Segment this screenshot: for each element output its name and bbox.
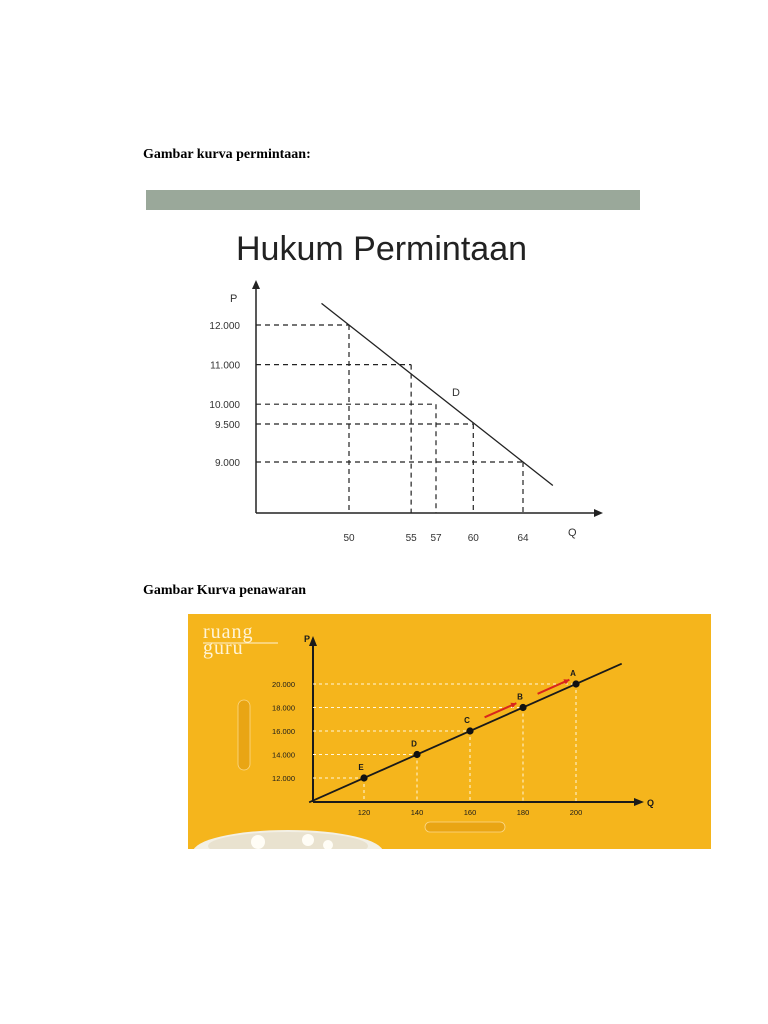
supply-x-tick-label: 180	[516, 808, 530, 817]
supply-x-axis-label: Q	[647, 798, 655, 808]
demand-y-axis-label: P	[230, 293, 238, 305]
supply-point-label: A	[570, 669, 576, 678]
demand-caption: Gambar kurva permintaan:	[143, 147, 311, 162]
demand-x-tick-label: 64	[517, 533, 529, 544]
demand-x-axis-arrow	[594, 509, 603, 517]
supply-y-tick-label: 12.000	[272, 774, 295, 783]
demand-y-tick-label: 9.500	[214, 420, 240, 431]
supply-x-tick-label: 120	[357, 808, 371, 817]
svg-text:ruang: ruang	[203, 621, 254, 643]
x-axis-caption-pill	[425, 822, 505, 832]
demand-y-tick-label: 10.000	[209, 400, 240, 412]
supply-caption: Gambar Kurva penawaran	[143, 583, 307, 598]
demand-y-axis-arrow	[252, 280, 260, 289]
demand-y-tick-label: 11.000	[210, 360, 240, 372]
demand-curve-label: D	[452, 387, 460, 400]
supply-point	[413, 751, 420, 758]
supply-point	[572, 680, 579, 687]
supply-point-label: B	[517, 692, 523, 702]
supply-y-tick-label: 14.000	[272, 750, 295, 760]
demand-x-tick-label: 57	[430, 533, 442, 544]
supply-point-label: C	[464, 716, 470, 725]
supply-chart	[188, 614, 711, 849]
svg-text:guru: guru	[203, 637, 244, 659]
supply-x-axis-arrow	[634, 798, 644, 806]
supply-point	[360, 774, 367, 781]
demand-curve	[322, 303, 553, 485]
demand-x-tick-label: 55	[405, 533, 417, 544]
supply-figure	[188, 614, 711, 849]
demand-figure	[146, 190, 640, 560]
ruangguru-logo	[203, 621, 278, 659]
demand-y-tick-label: 9.000	[214, 458, 240, 469]
supply-x-tick-label: 140	[410, 808, 424, 817]
supply-x-tick-label: 160	[463, 808, 477, 817]
demand-chart	[146, 190, 640, 560]
demand-chart-title: Hukum Permintaan	[236, 230, 528, 268]
supply-point-label: D	[411, 739, 417, 749]
supply-y-tick-label: 20.000	[272, 680, 295, 689]
supply-y-tick-label: 18.000	[272, 703, 295, 713]
demand-x-tick-label: 60	[467, 533, 479, 544]
y-axis-caption-pill	[238, 700, 250, 770]
supply-x-tick-label: 200	[569, 808, 583, 817]
supply-y-tick-label: 16.000	[272, 727, 295, 736]
supply-y-axis-label: P	[303, 634, 310, 644]
supply-point	[466, 727, 473, 734]
supply-y-axis-arrow	[309, 636, 317, 646]
demand-x-axis-label: Q	[568, 527, 577, 539]
demand-y-tick-label: 12.000	[209, 321, 240, 332]
supply-point	[519, 704, 526, 711]
food-bowl-icon	[193, 830, 383, 849]
supply-point-label: E	[358, 763, 364, 772]
demand-x-tick-label: 50	[343, 533, 355, 544]
